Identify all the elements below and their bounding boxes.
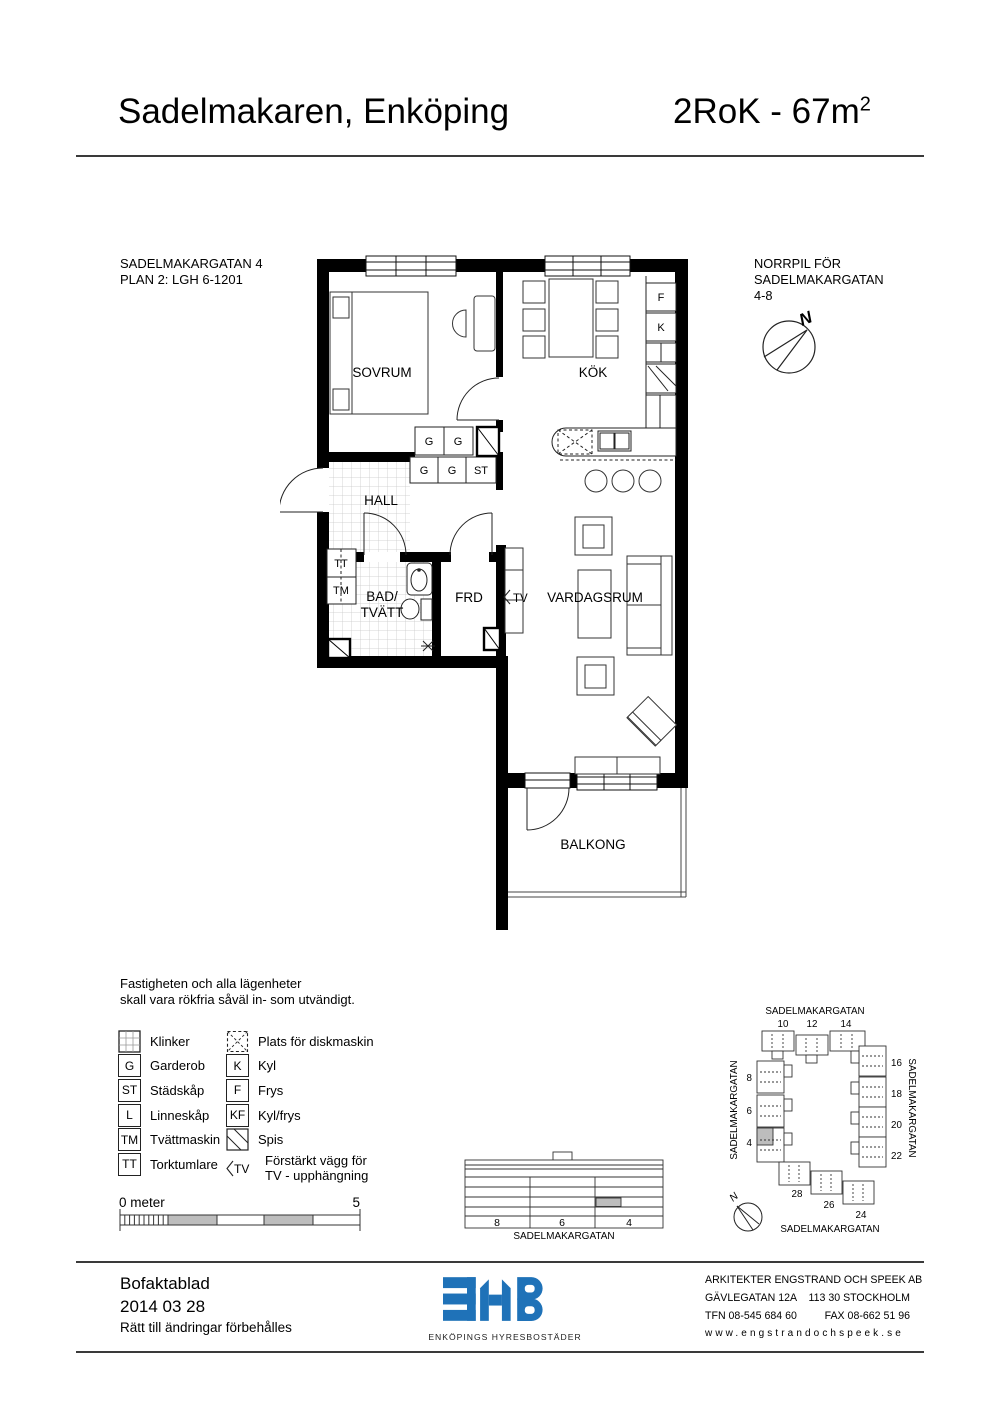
ehb-logo-letters [443, 1277, 543, 1321]
label-balkong: BALKONG [560, 837, 626, 852]
kylfrys-icon: KF [226, 1104, 249, 1127]
architect-line3 [705, 1307, 910, 1325]
site-plan [725, 1002, 940, 1244]
elevation-section-6: 6 [559, 1217, 565, 1229]
letter-st: ST [473, 465, 489, 477]
tv-vagg-icon [226, 1157, 256, 1180]
legend-item-klinker [118, 1029, 220, 1054]
linneskap-icon: L [118, 1104, 141, 1127]
legend-label: Garderob [150, 1058, 205, 1074]
label-bad-line1: BAD/ [366, 589, 398, 604]
site-number-20: 20 [891, 1120, 902, 1131]
scale-bar [115, 1192, 370, 1238]
legend-item-diskmaskin [226, 1029, 374, 1054]
page-title: Sadelmakaren, Enköping [118, 92, 510, 131]
north-label-line3: 4-8 [754, 288, 773, 303]
garderob-icon: G [118, 1054, 141, 1077]
legend-label: Torktumlare [150, 1156, 218, 1172]
label-vardagsrum: VARDAGSRUM [547, 590, 643, 605]
legend-label: Städskåp [150, 1082, 205, 1098]
scale-bar-graphic [120, 1209, 360, 1231]
architect-phone: TFN 08-545 684 60 [705, 1310, 797, 1322]
klinker-icon [118, 1030, 141, 1053]
label-hall: HALL [364, 493, 398, 508]
site-number-4: 4 [746, 1138, 752, 1149]
letter-g4: G [447, 465, 457, 477]
kyl-icon: K [226, 1054, 249, 1077]
scale-end-label: 5 [352, 1195, 360, 1210]
legend-label: Plats för diskmaskin [258, 1033, 374, 1049]
footer-architect-block [705, 1271, 923, 1343]
site-street-top: SADELMAKARGATAN [765, 1006, 865, 1017]
architect-city: 113 30 STOCKHOLM [808, 1292, 910, 1304]
diskmaskin-icon [226, 1030, 249, 1053]
site-buildings [757, 1031, 886, 1204]
bar-stools [585, 470, 661, 492]
site-number-24: 24 [855, 1210, 867, 1221]
building-elevation [455, 1145, 673, 1245]
compass-icon [763, 321, 815, 373]
letter-f: F [657, 292, 665, 304]
legend-label: Spis [258, 1132, 284, 1148]
frys-icon: F [226, 1079, 249, 1102]
plan-address-line1: SADELMAKARGATAN 4 [120, 256, 263, 271]
plan-address-line2: PLAN 2: LGH 6-1201 [120, 272, 243, 287]
architect-fax: FAX 08-662 51 96 [824, 1310, 910, 1322]
letter-tm: TM [333, 585, 349, 597]
north-arrow-block [748, 253, 918, 383]
legend-item-linneskap [118, 1103, 220, 1128]
legend-item-frys [226, 1078, 374, 1103]
ehb-logo [443, 1269, 563, 1329]
elevation-street-label: SADELMAKARGATAN [513, 1231, 615, 1242]
legend-label: Klinker [150, 1033, 190, 1049]
letter-k: K [657, 322, 665, 334]
bed [330, 292, 428, 414]
letter-tt: TT [334, 558, 348, 570]
tvattmaskin-icon: TM [118, 1128, 141, 1151]
site-number-14: 14 [840, 1019, 852, 1030]
letter-g3: G [419, 465, 429, 477]
dining-set [523, 279, 618, 358]
site-number-22: 22 [891, 1151, 902, 1162]
doc-disclaimer: Rätt till ändringar förbehålles [120, 1320, 292, 1335]
label-bad-line2: TVÄTT [360, 605, 404, 620]
footer-divider-bottom [76, 1351, 924, 1353]
ehb-logo-caption: ENKÖPINGS HYRESBOSTÄDER [428, 1332, 582, 1342]
legend-left [118, 1029, 220, 1177]
footer-left [120, 1272, 292, 1335]
doc-date: 2014 03 28 [120, 1297, 206, 1316]
legend-item-tv-vagg [226, 1152, 374, 1186]
tv-marker-label: TV [513, 593, 528, 605]
legend-label: Frys [258, 1082, 284, 1098]
site-number-8: 8 [746, 1073, 752, 1084]
site-number-28: 28 [791, 1189, 803, 1200]
legend-item-kylfrys [226, 1103, 374, 1128]
footer-divider-top [76, 1261, 924, 1263]
desk-and-chair [453, 296, 495, 351]
stadskap-icon: ST [118, 1079, 141, 1102]
elevation-section-8: 8 [494, 1217, 500, 1229]
site-number-18: 18 [891, 1089, 902, 1100]
square-superscript: 2 [859, 93, 871, 116]
label-kok: KÖK [578, 365, 608, 380]
north-label-line2: SADELMAKARGATAN [754, 272, 884, 287]
smoking-note-line2: skall vara rökfria såväl in- som utvändigt. [120, 992, 355, 1007]
header-divider [76, 155, 924, 157]
legend-label-line1: Förstärkt vägg för [265, 1153, 367, 1169]
scale-start-label: 0 meter [119, 1195, 165, 1210]
site-number-16: 16 [891, 1058, 902, 1069]
architect-line2 [705, 1289, 910, 1307]
spis-icon [226, 1128, 249, 1151]
kitchen-counter [552, 428, 676, 460]
site-compass-n-letter: N [727, 1190, 741, 1205]
apartment-type-size [673, 92, 871, 132]
torktumlare-icon: TT [118, 1153, 141, 1176]
legend-label: Kyl [258, 1058, 277, 1074]
site-street-bottom: SADELMAKARGATAN [780, 1224, 880, 1235]
architect-line1 [705, 1271, 923, 1289]
label-frd: FRD [455, 590, 483, 605]
apartment-type: 2RoK - 67m [673, 92, 860, 131]
legend-item-torktumlare [118, 1152, 220, 1177]
site-number-12: 12 [806, 1019, 818, 1030]
label-sovrum: SOVRUM [352, 365, 412, 380]
smoking-note-line1: Fastigheten och alla lägenheter [120, 976, 302, 991]
architect-name: ARKITEKTER ENGSTRAND OCH SPEEK AB [705, 1274, 923, 1286]
svg-text:TV: TV [234, 1162, 250, 1177]
site-street-left: SADELMAKARGATAN [729, 1060, 740, 1160]
legend-label: Linneskåp [150, 1107, 210, 1123]
plan-address [120, 256, 263, 288]
architect-line4 [705, 1325, 910, 1343]
legend-item-stadskap [118, 1078, 220, 1103]
letter-g2: G [453, 436, 463, 448]
site-street-right: SADELMAKARGATAN [906, 1058, 917, 1158]
letter-g1: G [424, 436, 434, 448]
elevation-section-4: 4 [626, 1217, 632, 1229]
legend-label: Kyl/frys [258, 1107, 301, 1123]
legend-label: Tvättmaskin [150, 1132, 221, 1148]
compass-n-letter: N [796, 307, 815, 330]
smoking-note [120, 976, 355, 1008]
architect-street: GÄVLEGATAN 12A [705, 1292, 798, 1304]
bathroom-sink [407, 563, 432, 595]
floor-plan [280, 250, 710, 940]
living-room-furniture [505, 517, 676, 774]
north-label-line1: NORRPIL FÖR [754, 256, 841, 271]
legend-label-two-line [265, 1154, 368, 1183]
site-number-6: 6 [746, 1106, 752, 1117]
legend-item-kyl [226, 1054, 374, 1079]
architect-website: www.engstrandochspeek.se [705, 1328, 904, 1339]
legend-label-line2: TV - upphängning [265, 1167, 369, 1183]
site-compass-icon [734, 1203, 762, 1231]
legend-item-tvattmaskin [118, 1127, 220, 1152]
site-number-26: 26 [823, 1200, 835, 1211]
legend-item-garderob [118, 1054, 220, 1079]
doc-type: Bofaktablad [120, 1274, 210, 1293]
legend-right [226, 1029, 374, 1186]
legend-item-spis [226, 1127, 374, 1152]
site-number-10: 10 [777, 1019, 789, 1030]
